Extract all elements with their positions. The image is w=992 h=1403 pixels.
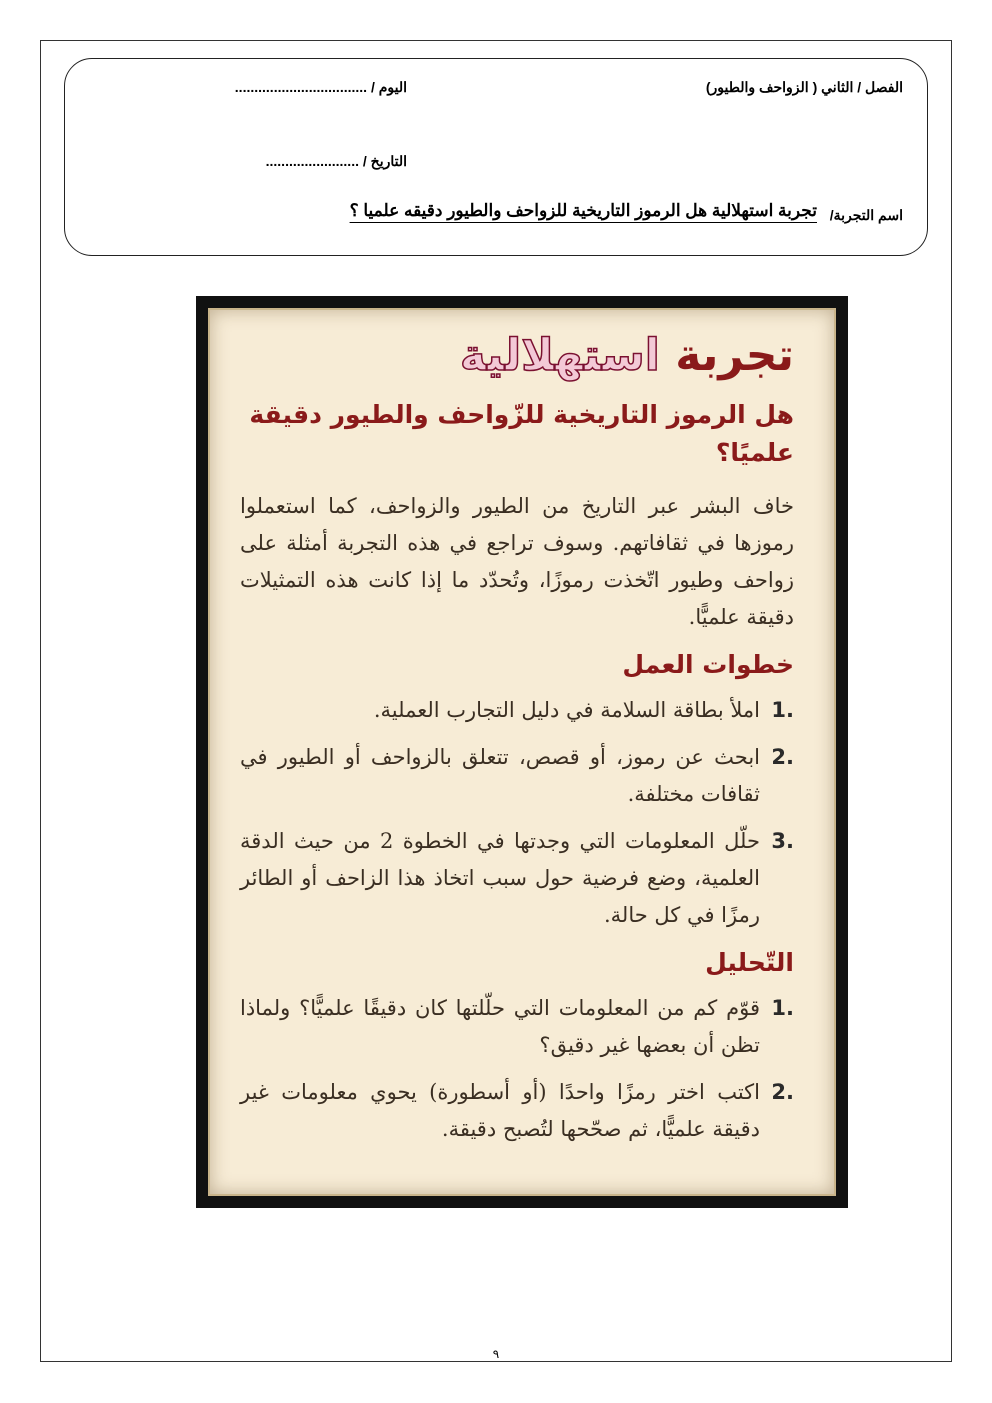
step-item bbox=[240, 739, 794, 813]
card-title bbox=[240, 326, 794, 386]
worksheet-header bbox=[64, 58, 928, 256]
page-number: ٩ bbox=[492, 1347, 500, 1361]
step-item bbox=[240, 692, 794, 729]
step-number: 2. bbox=[771, 745, 794, 769]
steps-title: خطوات العمل bbox=[622, 650, 794, 679]
card-intro: خاف البشر عبر التاريخ من الطيور والزواحف، كما استعملوا رموزها في ثقافاتهم. وسوف تراجع في هذه التجربة أمثلة على زواحف وطيور اتّخذت رموزًا، وتُحدّد ما إذا كانت هذه التمثيلات دقيقة علميًّا. bbox=[240, 494, 794, 629]
analysis-text: اكتب اختر رمزًا واحدًا (أو أسطورة) يحوي معلومات غير دقيقة علميًّا، ثم صحّحها لتُصبح دقيقة. bbox=[240, 1080, 760, 1141]
analysis-number: 2. bbox=[771, 1080, 794, 1104]
day-label: اليوم / bbox=[370, 79, 407, 95]
analysis-text: قوّم كم من المعلومات التي حلّلتها كان دقيقًا علميًّا؟ ولماذا تظن أن بعضها غير دقيق؟ bbox=[240, 996, 760, 1057]
analysis-number: 1. bbox=[771, 996, 794, 1020]
step-text: حلّل المعلومات التي وجدتها في الخطوة 2 من حيث الدقة العلمية، وضع فرضية حول سبب اتخاذ هذا الزاحف أو الطائر رمزًا في كل حالة. bbox=[240, 829, 760, 927]
experiment-label: اسم التجربة/ bbox=[829, 207, 903, 223]
step-number: 3. bbox=[771, 829, 794, 853]
analysis-item bbox=[240, 990, 794, 1064]
chapter-label: الفصل / الثاني ( الزواحف والطيور) bbox=[705, 79, 903, 95]
date-blank: ........................ bbox=[265, 153, 359, 169]
date-field bbox=[266, 153, 407, 170]
step-text: املأ بطاقة السلامة في دليل التجارب العملية. bbox=[373, 698, 760, 722]
day-field bbox=[235, 79, 407, 96]
step-number: 1. bbox=[771, 698, 794, 722]
card-question: هل الرموز التاريخية للزّواحف والطيور دقيقة علميًا؟ bbox=[249, 400, 794, 467]
card-title-part2: استهلالية bbox=[459, 330, 660, 381]
analysis-item bbox=[240, 1074, 794, 1148]
analysis-title: التّحليل bbox=[705, 948, 794, 977]
date-label: التاريخ / bbox=[362, 153, 407, 169]
day-blank: .................................. bbox=[234, 79, 368, 95]
textbook-excerpt bbox=[208, 308, 836, 1196]
step-text: ابحث عن رموز، أو قصص، تتعلق بالزواحف أو الطيور في ثقافات مختلفة. bbox=[240, 745, 760, 806]
card-title-part1: تجربة bbox=[675, 330, 794, 381]
textbook-excerpt-frame bbox=[196, 296, 848, 1208]
experiment-title: تجربة استهلالية هل الرموز التاريخية للزواحف والطيور دقيقه علميا ؟ bbox=[349, 201, 817, 220]
step-item bbox=[240, 823, 794, 934]
